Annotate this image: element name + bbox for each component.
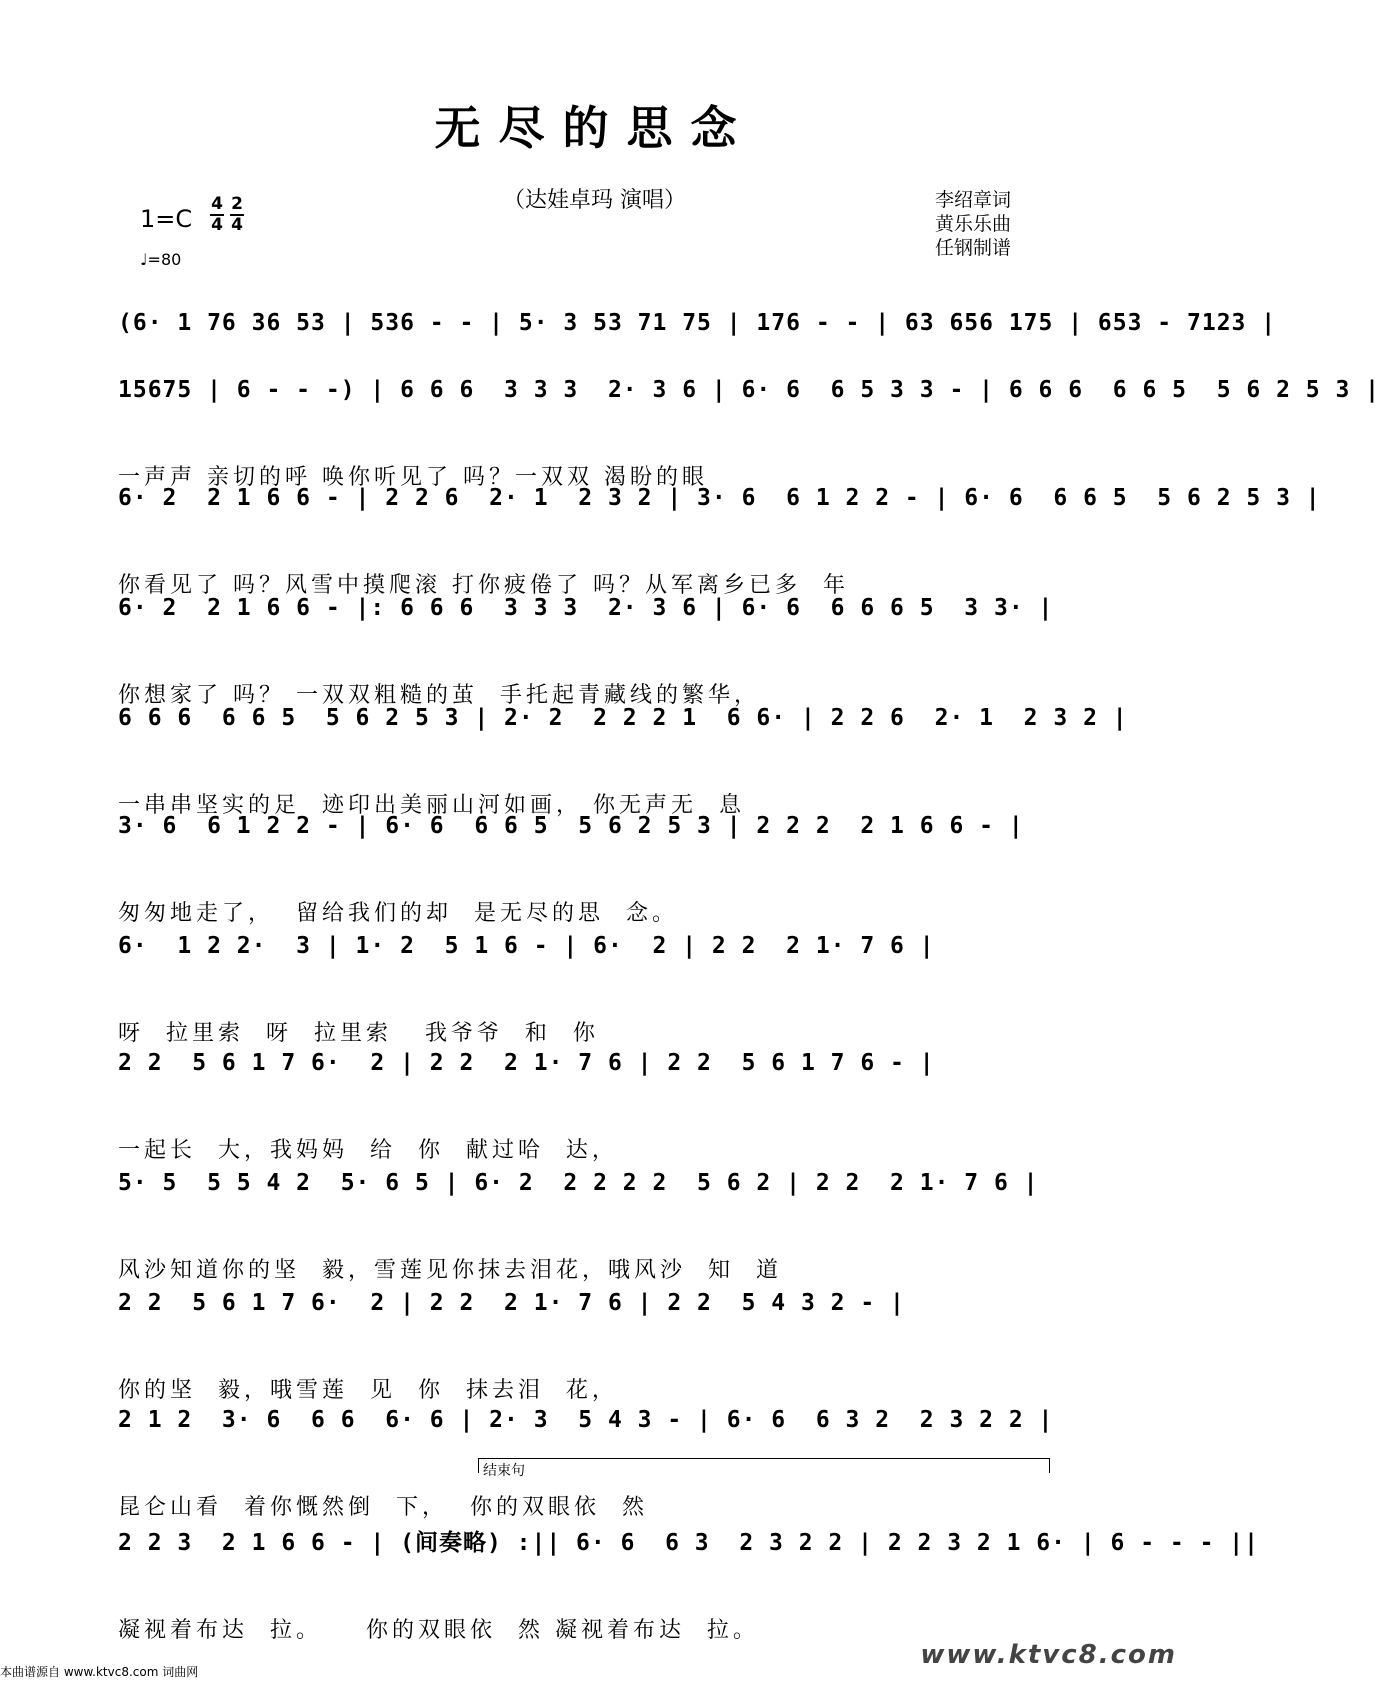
lyricist-credit: 李绍章词: [935, 189, 1012, 211]
notation-line: (6· 1 76 36 53 | 536 - - | 5· 3 53 71 75 | 176 - - | 63 656 175 | 653 - 7123 |: [118, 310, 1277, 336]
notation-line: 2 2 5 6 1 7 6· 2 | 2 2 2 1· 7 6 | 2 2 5 6 1 7 6 - |: [118, 1050, 935, 1076]
lyrics-line: 凝视着布达 拉。 你的双眼依 然 凝视着布达 拉。: [118, 1618, 759, 1643]
notation-line: 2 2 3 2 1 6 6 - | (间奏略) :|| 6· 6 6 3 2 3 2 2 | 2 2 3 2 1 6· | 6 - - - ||: [118, 1530, 1259, 1556]
arranger-credit: 任钢制谱: [935, 237, 1012, 259]
notation-line: 2 2 5 6 1 7 6· 2 | 2 2 2 1· 7 6 | 2 2 5 4 3 2 - |: [118, 1290, 905, 1316]
notation-line: 6 6 6 6 6 5 5 6 2 5 3 | 2· 2 2 2 2 1 6 6· | 2 2 6 2· 1 2 3 2 |: [118, 705, 1128, 731]
notation-line: 15675 | 6 - - -) | 6 6 6 3 3 3 2· 3 6 | 6· 6 6 5 3 3 - | 6 6 6 6 6 5 5 6 2 5 3 |: [118, 377, 1380, 403]
notation-line: 6· 2 2 1 6 6 - |: 6 6 6 3 3 3 2· 3 6 | 6· 6 6 6 6 5 3 3· |: [118, 595, 1054, 621]
lyrics-line: 你看见了 吗？风雪中摸爬滚 打你疲倦了 吗？从军离乡已多 年: [118, 573, 849, 598]
ending-label: 结束句: [483, 1463, 525, 1479]
time-signature: [210, 196, 244, 234]
staff-line: [118, 1490, 1259, 1665]
key-signature: 1=C: [140, 205, 193, 233]
meter-numerator: 4: [211, 194, 223, 214]
composer-credit: 黄乐乐曲: [935, 213, 1012, 235]
lyrics-line: 你想家了 吗？ 一双双粗糙的茧 手托起青藏线的繁华，: [118, 683, 760, 708]
performer-credit: （达娃卓玛 演唱）: [503, 188, 686, 213]
meter-numerator: 2: [231, 194, 243, 214]
lyrics-line: 风沙知道你的坚 毅，雪莲见你抹去泪花，哦风沙 知 道: [118, 1258, 782, 1283]
lyrics-line: 呀 拉里索 呀 拉里索 我爷爷 和 你: [118, 1021, 599, 1046]
lyrics-line: 一声声 亲切的呼 唤你听见了 吗？一双双 渴盼的眼: [118, 465, 708, 490]
notation-line: 5· 5 5 5 4 2 5· 6 5 | 6· 2 2 2 2 2 5 6 2 | 2 2 2 1· 7 6 |: [118, 1170, 1039, 1196]
site-watermark: www.ktvc8.com: [920, 1640, 1177, 1670]
lyrics-line: 昆仑山看 着你慨然倒 下， 你的双眼依 然: [118, 1495, 648, 1520]
source-note: 本曲谱源自 www.ktvc8.com 词曲网: [0, 1665, 199, 1679]
lyrics-line: 你的坚 毅，哦雪莲 见 你 抹去泪 花，: [118, 1378, 618, 1403]
notation-line: 6· 2 2 1 6 6 - | 2 2 6 2· 1 2 3 2 | 3· 6 6 1 2 2 - | 6· 6 6 6 5 5 6 2 5 3 |: [118, 485, 1321, 511]
meter-denominator: 4: [231, 215, 243, 235]
lyrics-line: 匆匆地走了， 留给我们的却 是无尽的思 念。: [118, 901, 678, 926]
credits: [935, 188, 1011, 260]
meter-two-four: [230, 196, 244, 234]
score-title: 无尽的思念: [434, 101, 755, 155]
meter-four-four: [210, 196, 224, 234]
notation-line: 3· 6 6 1 2 2 - | 6· 6 6 6 5 5 6 2 5 3 | 2 2 2 2 1 6 6 - |: [118, 813, 1024, 839]
meter-denominator: 4: [211, 215, 223, 235]
tempo-marking: ♩=80: [140, 250, 182, 269]
notation-line: 6· 1 2 2· 3 | 1· 2 5 1 6 - | 6· 2 | 2 2 2 1· 7 6 |: [118, 933, 935, 959]
lyrics-line: 一串串坚实的足 迹印出美丽山河如画， 你无声无 息: [118, 793, 745, 818]
notation-line: 2 1 2 3· 6 6 6 6· 6 | 2· 3 5 4 3 - | 6· 6 6 3 2 2 3 2 2 |: [118, 1407, 1054, 1433]
ending-bracket: [478, 1458, 1050, 1473]
lyrics-line: 一起长 大，我妈妈 给 你 献过哈 达，: [118, 1138, 618, 1163]
